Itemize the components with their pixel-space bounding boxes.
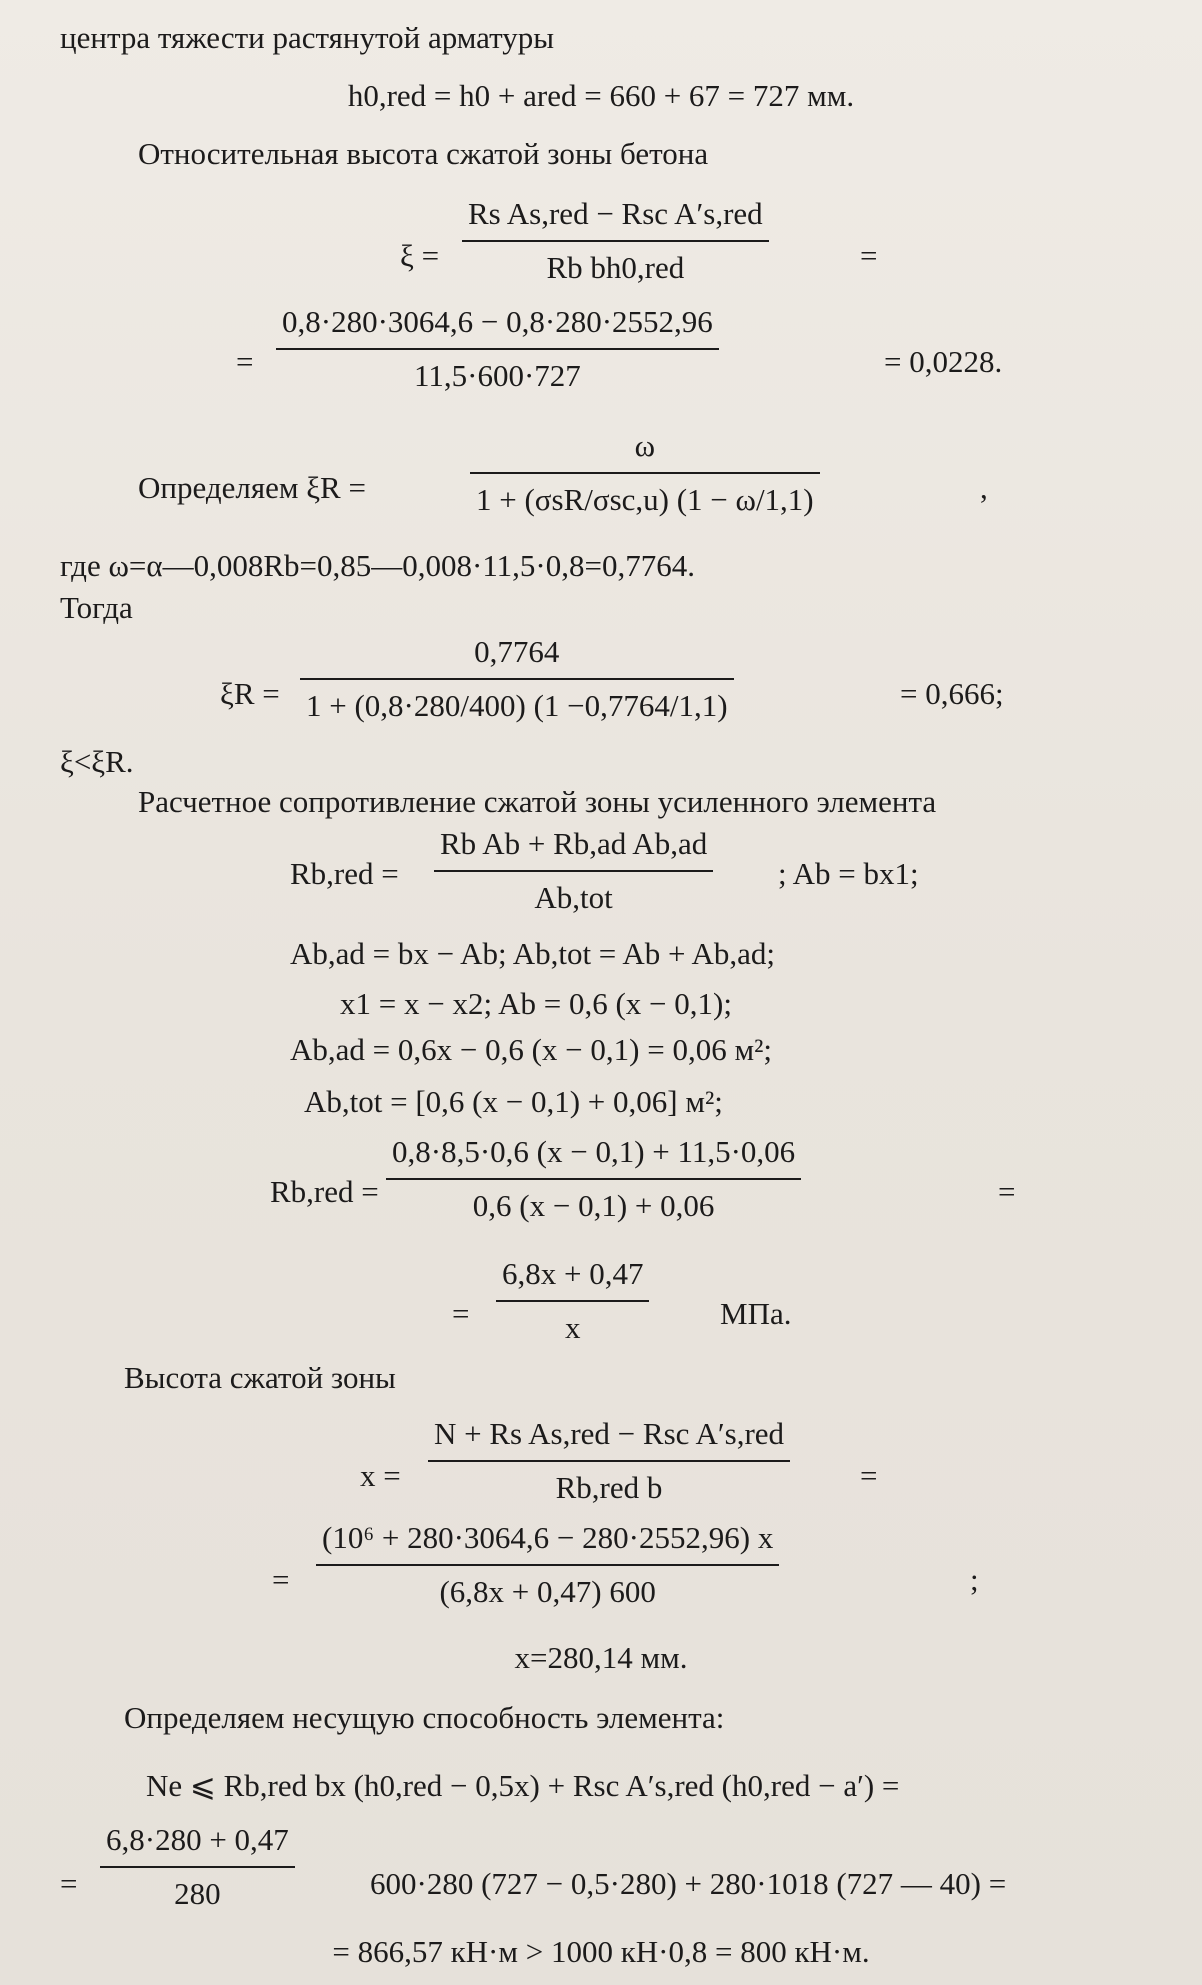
- fraction-numerator: N + Rs As,red − Rsc A′s,red: [434, 1416, 785, 1451]
- formula-lhs: =: [272, 1562, 290, 1597]
- fraction-numerator: (10⁶ + 280·3064,6 − 280·2552,96) x: [322, 1520, 774, 1555]
- formula-rhs: 600·280 (727 − 0,5·280) + 280·1018 (727 — 40) =: [370, 1866, 1007, 1901]
- formula-capacity-result: = 866,57 кН·м > 1000 кН·0,8 = 800 кН·м.: [332, 1934, 870, 1969]
- fraction-numerator: Rb Ab + Rb,ad Ab,ad: [440, 826, 708, 861]
- formula-rhs: = 0,666;: [900, 676, 1004, 711]
- formula-lhs: Rb,red =: [290, 856, 399, 891]
- formula-lhs: Rb,red =: [270, 1174, 379, 1209]
- fraction-denominator: x: [496, 1300, 649, 1346]
- fraction-denominator: 1 + (0,8·280/400) (1 −0,7764/1,1): [300, 678, 734, 724]
- fraction-xiR-values: [300, 634, 734, 723]
- fraction-x: [428, 1416, 790, 1505]
- fraction-numerator: Rs As,red − Rsc A′s,red: [468, 196, 763, 231]
- formula-rhs: = 0,0228.: [884, 344, 1003, 379]
- fraction-denominator: 11,5·600·727: [276, 348, 719, 394]
- formula-line: x1 = x − x2; Ab = 0,6 (x − 0,1);: [340, 986, 732, 1021]
- fraction-denominator: 1 + (σsR/σsc,u) (1 − ω/1,1): [470, 472, 820, 518]
- fraction-denominator: (6,8x + 0,47) 600: [316, 1564, 779, 1610]
- formula-rhs: МПа.: [720, 1296, 792, 1331]
- fraction-xiR: [470, 428, 820, 517]
- formula-h0red: h0,red = h0 + ared = 660 + 67 = 727 мм.: [347, 78, 855, 113]
- fraction-numerator: ω: [634, 428, 656, 463]
- fraction-numerator: 0,8·8,5·0,6 (x − 0,1) + 11,5·0,06: [392, 1134, 796, 1169]
- fraction-denominator: 0,6 (x − 0,1) + 0,06: [386, 1178, 801, 1224]
- formula-rhs: ; Ab = bx1;: [778, 856, 919, 891]
- fraction-denominator: Rb bh0,red: [462, 240, 769, 286]
- formula-line: Ab,ad = bx − Ab; Ab,tot = Ab + Ab,ad;: [290, 936, 775, 971]
- fraction-numerator: 0,8·280·3064,6 − 0,8·280·2552,96: [282, 304, 713, 339]
- fraction-Rbred: [434, 826, 713, 915]
- text-line: ξ<ξR.: [60, 744, 134, 779]
- formula-rhs: =: [860, 1458, 878, 1493]
- fraction-Rbred-values: [386, 1134, 801, 1223]
- formula-lhs: ξ =: [400, 238, 440, 273]
- fraction-x-values: [316, 1520, 779, 1609]
- text-line: где ω=α—0,008Rb=0,85—0,008·11,5·0,8=0,7764.: [60, 548, 695, 583]
- fraction-denominator: Ab,tot: [434, 870, 713, 916]
- fraction-denominator: 280: [100, 1866, 295, 1912]
- text-line: Высота сжатой зоны: [124, 1360, 396, 1395]
- formula-lhs: Определяем ξR =: [138, 470, 366, 505]
- fraction-xi-values: [276, 304, 719, 393]
- fraction-numerator: 0,7764: [474, 634, 560, 669]
- formula-line: Ab,ad = 0,6x − 0,6 (x − 0,1) = 0,06 м²;: [290, 1032, 772, 1067]
- fraction-numerator: 6,8·280 + 0,47: [106, 1822, 289, 1857]
- text-line: Тогда: [60, 590, 133, 625]
- formula-rhs: ,: [980, 470, 988, 505]
- formula-x-result: x=280,14 мм.: [514, 1640, 688, 1675]
- formula-rhs: ;: [970, 1562, 979, 1597]
- formula-lhs: =: [236, 344, 254, 379]
- fraction-denominator: Rb,red b: [428, 1460, 790, 1506]
- formula-lhs: =: [60, 1866, 78, 1901]
- formula-lhs: =: [452, 1296, 470, 1331]
- text-line: центра тяжести растянутой арматуры: [60, 20, 555, 55]
- fraction-numerator: 6,8x + 0,47: [502, 1256, 644, 1291]
- text-line: Относительная высота сжатой зоны бетона: [138, 136, 709, 171]
- formula-rhs: =: [998, 1174, 1016, 1209]
- formula-line: Ab,tot = [0,6 (x − 0,1) + 0,06] м²;: [304, 1084, 723, 1119]
- text-line: Расчетное сопротивление сжатой зоны усиленного элемента: [138, 784, 937, 819]
- text-line: Определяем несущую способность элемента:: [124, 1700, 725, 1735]
- formula-capacity: Ne ⩽ Rb,red bx (h0,red − 0,5x) + Rsc A′s,red (h0,red − a′) =: [146, 1768, 900, 1803]
- formula-lhs: x =: [360, 1458, 401, 1493]
- fraction-capacity: [100, 1822, 295, 1911]
- fraction-Rbred-result: [496, 1256, 649, 1345]
- formula-lhs: ξR =: [220, 676, 280, 711]
- formula-rhs: =: [860, 238, 878, 273]
- fraction-xi: [462, 196, 769, 285]
